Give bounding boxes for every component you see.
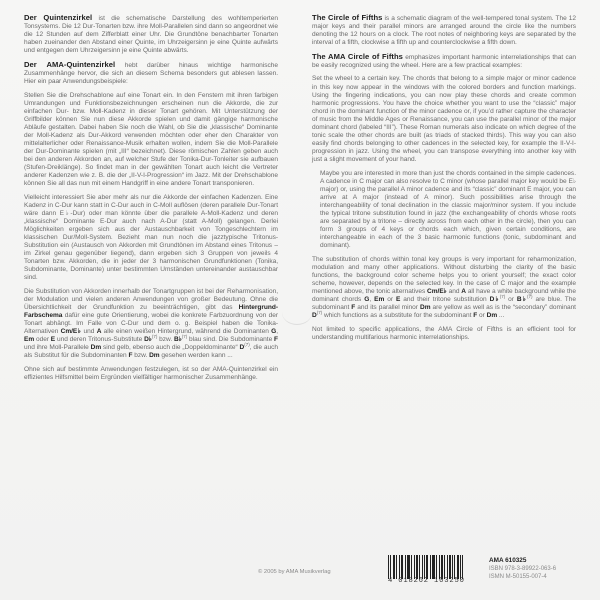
paragraph-kadenzen: Vielleicht interessiert Sie aber mehr als nur die Akkorde der einfachen Kadenzen. Eine Kadenz in C-Dur kann statt in C-Dur auch in C-Moll auflösen (deren parallele Dur-Tonart wäre dann E♭-Dur) oder man könnte über die parallele A-Moll-Kadenz und deren „klassische“ Dominante E-Dur auch nach A-Dur (statt A-Moll) gelangen. Derlei Möglichkeiten ergeben sich aus der Austauschbarkeit von Tongeschlechtern im klassischen Dur/Moll-System. Bezieht man nun noch die jazztypische Tritonus-Substitution ein (Austausch von Akkorden mit Grundtönen im Abstand eines Tritonus – im Zirkel genau gegenüber liegend), dann ergeben sich 3 Gruppen von jeweils 4 Tonarten bzw. Akkorden, die in jeder der 3 harmonischen Grundfunktionen (Tonika, Subdominante, Dominante) unter bestimmten Umständen untereinander austauschbar sind. [24, 193, 278, 282]
german-column [24, 14, 278, 388]
heading-circle-of-fifths: The Circle of Fifths [312, 13, 383, 22]
highlight-farbschema: Hintergrund-Farbschema [24, 303, 278, 319]
paragraph-cadences: Maybe you are interested in more than just the chords contained in the simple cadences. A cadence in C major can also resolve to C minor (whose parallel major key would be E♭ major) or, using the parallel A minor cadence and its “classic” dominant E major, you can arrive at A major (instead of A minor). Such possibilities arise through the interchangeability of tonal declination in the classic major/minor system. If you include the typical tritone substitution found in jazz (the exchangeability of chords whose roots are separated by a tritone – directly across from each other in the circle), then you can form 3 groups of 4 keys or chords each which, given certain conditions, are interchangeable in each of the 3 basic harmonic functions (tonic, subdominant and dominant). [320, 169, 576, 249]
heading-quintenzirkel: Der Quintenzirkel [24, 13, 93, 22]
barcode-number: 4 018262 103250 [388, 577, 465, 585]
product-info [489, 557, 556, 581]
heading-ama-quintenzirkel: Der AMA-Quintenzirkel [24, 59, 116, 69]
barcode-bars-icon [388, 555, 476, 579]
product-code: AMA 610325 [489, 557, 527, 564]
ismn: ISMN M-50155-007-4 [489, 574, 547, 580]
paragraph-quintenzirkel-intro: Der Quintenzirkel ist die schematische Darstellung des wohltemperierten Tonsystems. Die 12 Dur-Tonarten bzw. ihre Moll-Parallelen sind dann so angeordnet wie die 12 Stunden auf dem Zifferblatt einer Uhr. Die Grundtöne benachbarter Tonarten haben zueinander den Abstand einer Quinte, im Uhrzeigersinn je eine Quinte aufwärts und entgegen dem Uhrzeigersinn je eine Quinte abwärts. [24, 13, 278, 55]
paragraph-ama-circle: The AMA Circle of Fifths emphasizes important harmonic interrelationships that can be easily recognized using the wheel. Here are a few practical examples: [312, 51, 576, 69]
paragraph-ama-quintenzirkel: Der AMA-Quintenzirkel hebt darüber hinaus wichtige harmonische Zusammenhänge hervor, die sich an diesem Schema besonders gut ablesen lassen. Hier ein paar Anwendungsbeispiele: [24, 59, 278, 85]
paragraph-conclusion: Not limited to specific applications, the AMA Circle of Fifths is an efficient tool for understanding multifarious harmonic interrelationships. [312, 325, 576, 341]
copyright-notice: © 2005 by AMA Musikverlag [258, 569, 331, 575]
heading-ama-circle: The AMA Circle of Fifths [312, 51, 403, 61]
paragraph-substitution: Die Substitution von Akkorden innerhalb der Tonartgruppen ist bei der Reharmonisation, der Modulation und vielen anderen Anwendungen von großer Bedeutung. Ohne die Übersichtlichkeit der Grundfunktion zu beeinträchtigen, gibt das Hintergrund-Farbschema dafür eine gute Orientierung, wobei die konkrete Farbzuordnung von der Tonart abhängt. Im Falle von C-Dur und dem o. g. Beispiel haben die Tonika-Alternativen Cm/E♭ und A alle einen weißen Hintergrund, während die Dominanten G, Em oder E und deren Tritonus-Substitute D♭$^{(7)}$ bzw. B♭$^{(7)}$ blau sind. Die Subdominante F und ihre Moll-Parallele Dm sind gelb, ebenso auch die „Doppeldominante“ $D^{(7)}$, die auch als Substitut für die Subdominanten F bzw. Dm gesehen werden kann ... [24, 287, 279, 360]
disc-hole-shadow [282, 300, 312, 325]
barcode [388, 555, 476, 589]
paragraph-wheel: Set the wheel to a certain key. The chords that belong to a simple major or minor cadence in this key now appear in the windows with the colored borders and function markings. Using the fingering indications, you can now play these chords and create common harmonic progressions. You have the choice whether you want to use the “classic” major chord in the dominant function of the minor cadence or, if you’d rather capture the character of music from the Middle Ages or Renaissance, you can use the parallel minor of the major dominant chord (labeled “III”). These Roman numerals also indicate on which degree of the tonic scale the other chords are built (as triads of stacked thirds). This way you can also easily find chords belonging to other cadences in the selected key, for example the II-V-I-progression in jazz. Using the wheel, you can transpose everything into another key with just a slight movement of your hand. [312, 75, 576, 163]
paragraph-drehschablone: Stellen Sie die Drehschablone auf eine Tonart ein. In den Fenstern mit ihren farbigen Umrandungen und Funktionsbezeichnungen erscheinen nun die Akkorde, die zur einfachen Dur- bzw. Moll-Kadenz in dieser Tonart gehören. Mit Unterstützung der Griffbilder können Sie nun diese Akkorde spielen und damit gängige harmonische Abläufe gestalten. Dabei haben Sie noch die Wahl, ob Sie die „klassische“ Dominante der Moll-Kadenz als Dur-Akkord verwenden möchten oder eher den Charakter von mittelalterlicher oder Renaissance-Musik erhalten wollen, indem Sie die Moll-Parallele der Dur-Dominante spielen (mit „III“ bezeichnet). Diese römischen Zahlen geben auch bei den anderen Akkorden an, auf welcher Stufe der Tonika-Dur-Tonleiter sie aufbauen (Stufen-Dreiklänge). So findet man in der gewählten Tonart auch leicht die Vertreter anderer Kadenzen wie z. B. die der „II-V-I-Progression“ im Jazz. Mit der Drehschablone können Sie all das nun mit einem Handgriff in eine andere Tonart transponieren. [24, 91, 278, 188]
isbn: ISBN 978-3-89922-063-6 [489, 566, 557, 572]
paragraph-substitution-en: The substitution of chords within tonal key groups is very important for reharmonization, modulation and many other applications. Without disturbing the clarity of the basic functions, the background color scheme helps you to orient yourself; the exact color scheme, however, depends on the selected key. In the case of C major and the example mentioned above, the tonic alternatives Cm/E♭ and A all have a white background while the dominant chords G, Em or E and their tritone substitution D♭$^{(7)}$ or B♭$^{(7)}$ are blue. The subdominant F and its parallel minor Dm are yellow as well as is the “secondary” dominant $D^{(7)}$ which functions as a substitute for the subdominant F or Dm ... [312, 255, 577, 319]
paragraph-fazit: Ohne sich auf bestimmte Anwendungen festzulegen, ist so der AMA-Quintenzirkel ein effizientes Hilfsmittel beim Ergründen vielfältiger harmonischer Zusammenhänge. [24, 365, 278, 381]
english-column [312, 14, 576, 347]
paragraph-circle-of-fifths-intro: The Circle of Fifths is a schematic diagram of the well-tempered tonal system. The 12 major keys and their parallel minors are arranged around the circle like the numbers denoting the 12 hours on a clock. The root notes of neighboring keys are separated by the interval of a fifth, clockwise a fifth up and counterclockwise a fifth down. [312, 13, 576, 47]
